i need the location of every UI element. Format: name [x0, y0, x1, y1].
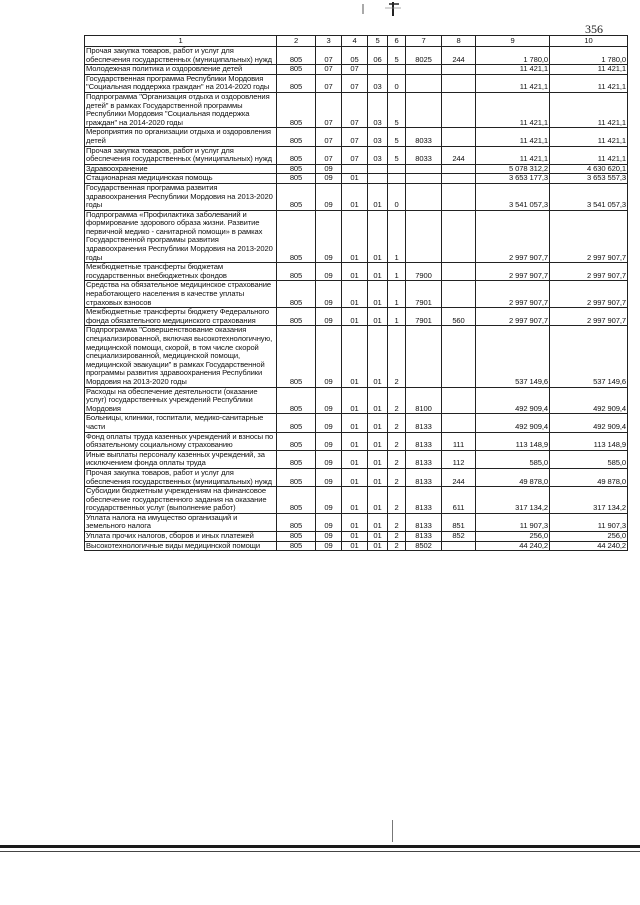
program-code: 01: [368, 487, 388, 514]
subprogram-code: 2: [388, 532, 406, 542]
subprogram-code: [388, 174, 406, 184]
expense-type-code: 111: [442, 432, 476, 450]
target-code: 8502: [406, 541, 442, 551]
subprogram-code: 1: [388, 210, 406, 263]
subsection-code: 01: [342, 174, 368, 184]
table-row: [85, 387, 628, 414]
program-code: 03: [368, 128, 388, 146]
amount-col-10: 44 240,2: [550, 541, 628, 551]
expense-type-code: [442, 541, 476, 551]
program-code: 01: [368, 308, 388, 326]
target-code: 8133: [406, 414, 442, 432]
target-code: [406, 326, 442, 387]
expense-type-code: 244: [442, 146, 476, 164]
subprogram-code: 1: [388, 308, 406, 326]
target-code: 7901: [406, 281, 442, 308]
section-code: 09: [316, 468, 342, 486]
item-name: Межбюджетные трансферты бюджету Федерального фонда обязательного медицинского страхования: [85, 308, 277, 326]
amount-col-9: 2 997 907,7: [476, 281, 550, 308]
subprogram-code: 5: [388, 146, 406, 164]
table-row: [85, 513, 628, 531]
header-cell: 5: [368, 36, 388, 47]
program-code: 01: [368, 450, 388, 468]
expense-type-code: [442, 128, 476, 146]
item-name: Расходы на обеспечение деятельности (оказание услуг) государственных учреждений Республики Мордовия: [85, 387, 277, 414]
table-body: [85, 47, 628, 551]
target-code: 8133: [406, 432, 442, 450]
section-code: 09: [316, 210, 342, 263]
section-code: 09: [316, 174, 342, 184]
subprogram-code: 5: [388, 92, 406, 127]
header-cell: 4: [342, 36, 368, 47]
header-cell: 2: [277, 36, 316, 47]
amount-col-10: 11 421,1: [550, 92, 628, 127]
section-code: 07: [316, 92, 342, 127]
subsection-code: 01: [342, 468, 368, 486]
target-code: 8033: [406, 128, 442, 146]
table-row: [85, 281, 628, 308]
ministry-code: 805: [277, 414, 316, 432]
item-name: Субсидии бюджетным учреждениям на финансовое обеспечение государственного задания на оказание государственных услуг (выполнение работ): [85, 487, 277, 514]
subsection-code: 07: [342, 74, 368, 92]
target-code: [406, 183, 442, 210]
subsection-code: 01: [342, 210, 368, 263]
subsection-code: 01: [342, 532, 368, 542]
section-code: 09: [316, 450, 342, 468]
ministry-code: 805: [277, 432, 316, 450]
subprogram-code: [388, 164, 406, 174]
header-cell: 8: [442, 36, 476, 47]
expense-type-code: [442, 65, 476, 75]
ministry-code: 805: [277, 183, 316, 210]
subsection-code: 01: [342, 513, 368, 531]
ministry-code: 805: [277, 174, 316, 184]
ministry-code: 805: [277, 74, 316, 92]
amount-col-10: 537 149,6: [550, 326, 628, 387]
item-name: Стационарная медицинская помощь: [85, 174, 277, 184]
amount-col-9: 537 149,6: [476, 326, 550, 387]
table-row: [85, 326, 628, 387]
table-row: [85, 183, 628, 210]
table-header: [85, 36, 628, 47]
subprogram-code: 2: [388, 487, 406, 514]
ministry-code: 805: [277, 541, 316, 551]
section-code: 09: [316, 487, 342, 514]
expense-type-code: [442, 281, 476, 308]
amount-col-10: 3 541 057,3: [550, 183, 628, 210]
item-name: Здравоохранение: [85, 164, 277, 174]
table-row: [85, 146, 628, 164]
table-row: [85, 128, 628, 146]
subsection-code: 01: [342, 183, 368, 210]
amount-col-9: 492 909,4: [476, 387, 550, 414]
ministry-code: 805: [277, 513, 316, 531]
table-row: [85, 47, 628, 65]
target-code: 8025: [406, 47, 442, 65]
target-code: [406, 65, 442, 75]
section-code: 09: [316, 541, 342, 551]
ministry-code: 805: [277, 128, 316, 146]
subprogram-code: 2: [388, 387, 406, 414]
subprogram-code: 2: [388, 450, 406, 468]
amount-col-9: 317 134,2: [476, 487, 550, 514]
ministry-code: 805: [277, 92, 316, 127]
subsection-code: [342, 164, 368, 174]
subprogram-code: 2: [388, 414, 406, 432]
subprogram-code: [388, 65, 406, 75]
target-code: 8133: [406, 513, 442, 531]
target-code: 8133: [406, 450, 442, 468]
ministry-code: 805: [277, 281, 316, 308]
scan-mark: [355, 2, 415, 16]
header-cell: 6: [388, 36, 406, 47]
expense-type-code: [442, 210, 476, 263]
ministry-code: 805: [277, 65, 316, 75]
item-name: Подпрограмма «Профилактика заболеваний и формирование здорового образа жизни. Развитие первичной медико - санитарной помощи» в рамках Государственной программы развития здравоохранения Республики Мордовия на 2013-2020 годы: [85, 210, 277, 263]
amount-col-10: 2 997 907,7: [550, 210, 628, 263]
section-code: 09: [316, 432, 342, 450]
amount-col-9: 5 078 312,2: [476, 164, 550, 174]
subsection-code: 01: [342, 541, 368, 551]
item-name: Уплата налога на имущество организаций и земельного налога: [85, 513, 277, 531]
item-name: Молодежная политика и оздоровление детей: [85, 65, 277, 75]
header-cell: 3: [316, 36, 342, 47]
subsection-code: 01: [342, 450, 368, 468]
section-code: 07: [316, 146, 342, 164]
expense-type-code: [442, 92, 476, 127]
subprogram-code: 2: [388, 513, 406, 531]
program-code: 01: [368, 387, 388, 414]
ministry-code: 805: [277, 308, 316, 326]
table-row: [85, 468, 628, 486]
amount-col-10: 11 421,1: [550, 74, 628, 92]
subprogram-code: 2: [388, 432, 406, 450]
amount-col-9: 3 653 177,3: [476, 174, 550, 184]
page-number: 356: [585, 22, 603, 36]
section-code: 09: [316, 532, 342, 542]
subsection-code: 01: [342, 432, 368, 450]
item-name: Высокотехнологичные виды медицинской помощи: [85, 541, 277, 551]
section-code: 09: [316, 414, 342, 432]
item-name: Прочая закупка товаров, работ и услуг для обеспечения государственных (муниципальных) нужд: [85, 146, 277, 164]
budget-table: [84, 35, 628, 551]
table-row: [85, 92, 628, 127]
item-name: Иные выплаты персоналу казенных учреждений, за исключением фонда оплаты труда: [85, 450, 277, 468]
section-code: 09: [316, 387, 342, 414]
ministry-code: 805: [277, 532, 316, 542]
amount-col-10: 49 878,0: [550, 468, 628, 486]
subprogram-code: 1: [388, 263, 406, 281]
subprogram-code: 0: [388, 74, 406, 92]
target-code: [406, 164, 442, 174]
section-code: 09: [316, 164, 342, 174]
target-code: 8133: [406, 532, 442, 542]
subprogram-code: 2: [388, 326, 406, 387]
target-code: 8133: [406, 487, 442, 514]
subsection-code: 01: [342, 308, 368, 326]
program-code: 03: [368, 92, 388, 127]
amount-col-10: 3 653 557,3: [550, 174, 628, 184]
subsection-code: 07: [342, 128, 368, 146]
amount-col-9: 44 240,2: [476, 541, 550, 551]
amount-col-9: 11 421,1: [476, 65, 550, 75]
subsection-code: 01: [342, 326, 368, 387]
item-name: Прочая закупка товаров, работ и услуг для обеспечения государственных (муниципальных) нужд: [85, 47, 277, 65]
amount-col-10: 317 134,2: [550, 487, 628, 514]
expense-type-code: 244: [442, 468, 476, 486]
amount-col-9: 11 907,3: [476, 513, 550, 531]
amount-col-10: 2 997 907,7: [550, 308, 628, 326]
bottom-border-thin: [0, 851, 640, 852]
subsection-code: 05: [342, 47, 368, 65]
header-row: [85, 36, 628, 47]
program-code: 03: [368, 74, 388, 92]
item-name: Больницы, клиники, госпитали, медико-санитарные части: [85, 414, 277, 432]
ministry-code: 805: [277, 47, 316, 65]
table-row: [85, 450, 628, 468]
amount-col-10: 492 909,4: [550, 414, 628, 432]
program-code: 06: [368, 47, 388, 65]
header-cell: 10: [550, 36, 628, 47]
subprogram-code: 0: [388, 183, 406, 210]
ministry-code: 805: [277, 263, 316, 281]
subsection-code: 01: [342, 387, 368, 414]
amount-col-9: 11 421,1: [476, 128, 550, 146]
amount-col-10: 11 421,1: [550, 146, 628, 164]
table-row: [85, 263, 628, 281]
amount-col-9: 2 997 907,7: [476, 263, 550, 281]
table-row: [85, 74, 628, 92]
subsection-code: 01: [342, 414, 368, 432]
ministry-code: 805: [277, 468, 316, 486]
subprogram-code: 2: [388, 541, 406, 551]
header-cell: 7: [406, 36, 442, 47]
expense-type-code: [442, 414, 476, 432]
item-name: Государственная программа Республики Мордовия "Социальная поддержка граждан" на 2014-2020 годы: [85, 74, 277, 92]
program-code: [368, 164, 388, 174]
amount-col-9: 11 421,1: [476, 74, 550, 92]
program-code: 01: [368, 210, 388, 263]
table-row: [85, 308, 628, 326]
subsection-code: 07: [342, 65, 368, 75]
program-code: 01: [368, 432, 388, 450]
program-code: [368, 65, 388, 75]
amount-col-10: 1 780,0: [550, 47, 628, 65]
table-row: [85, 210, 628, 263]
amount-col-9: 3 541 057,3: [476, 183, 550, 210]
ministry-code: 805: [277, 164, 316, 174]
table-row: [85, 174, 628, 184]
amount-col-9: 2 997 907,7: [476, 210, 550, 263]
subsection-code: 01: [342, 281, 368, 308]
amount-col-10: 11 907,3: [550, 513, 628, 531]
subsection-code: 01: [342, 263, 368, 281]
amount-col-10: 4 630 620,1: [550, 164, 628, 174]
amount-col-9: 585,0: [476, 450, 550, 468]
amount-col-9: 11 421,1: [476, 92, 550, 127]
scan-mark-bottom: [392, 820, 393, 842]
target-code: 7901: [406, 308, 442, 326]
amount-col-9: 492 909,4: [476, 414, 550, 432]
subsection-code: 07: [342, 146, 368, 164]
item-name: Подпрограмма "Совершенствование оказания специализированной, включая высокотехнологичную, медицинской помощи, скорой, в том числе скорой специализированной, медицинской помощи, медицинской эвакуации" в рамках Государственной программы развития здравоохранения Республики Мордовия на 2013-2020 годы: [85, 326, 277, 387]
section-code: 07: [316, 128, 342, 146]
target-code: 8100: [406, 387, 442, 414]
amount-col-9: 11 421,1: [476, 146, 550, 164]
amount-col-10: 113 148,9: [550, 432, 628, 450]
expense-type-code: [442, 263, 476, 281]
expense-type-code: [442, 183, 476, 210]
expense-type-code: 112: [442, 450, 476, 468]
item-name: Государственная программа развития здравоохранения Республики Мордовия на 2013-2020 годы: [85, 183, 277, 210]
expense-type-code: [442, 164, 476, 174]
section-code: 07: [316, 74, 342, 92]
program-code: 01: [368, 532, 388, 542]
amount-col-10: 11 421,1: [550, 65, 628, 75]
expense-type-code: 611: [442, 487, 476, 514]
expense-type-code: 560: [442, 308, 476, 326]
item-name: Прочая закупка товаров, работ и услуг для обеспечения государственных (муниципальных) нужд: [85, 468, 277, 486]
section-code: 09: [316, 263, 342, 281]
program-code: 01: [368, 414, 388, 432]
expense-type-code: [442, 387, 476, 414]
amount-col-10: 2 997 907,7: [550, 281, 628, 308]
section-code: 09: [316, 326, 342, 387]
expense-type-code: [442, 174, 476, 184]
program-code: 01: [368, 263, 388, 281]
subsection-code: 01: [342, 487, 368, 514]
subprogram-code: 5: [388, 128, 406, 146]
program-code: 01: [368, 183, 388, 210]
ministry-code: 805: [277, 450, 316, 468]
table-row: [85, 65, 628, 75]
table-row: [85, 164, 628, 174]
target-code: [406, 74, 442, 92]
bottom-border: [0, 845, 640, 848]
amount-col-10: 11 421,1: [550, 128, 628, 146]
target-code: [406, 210, 442, 263]
table-row: [85, 432, 628, 450]
target-code: [406, 92, 442, 127]
table-row: [85, 487, 628, 514]
budget-table-container: [84, 35, 627, 551]
amount-col-10: 256,0: [550, 532, 628, 542]
amount-col-9: 113 148,9: [476, 432, 550, 450]
item-name: Мероприятия по организации отдыха и оздоровления детей: [85, 128, 277, 146]
header-cell: 9: [476, 36, 550, 47]
section-code: 09: [316, 281, 342, 308]
section-code: 07: [316, 65, 342, 75]
section-code: 07: [316, 47, 342, 65]
program-code: 01: [368, 513, 388, 531]
amount-col-10: 492 909,4: [550, 387, 628, 414]
amount-col-10: 585,0: [550, 450, 628, 468]
program-code: [368, 174, 388, 184]
expense-type-code: [442, 74, 476, 92]
ministry-code: 805: [277, 387, 316, 414]
subprogram-code: 1: [388, 281, 406, 308]
table-row: [85, 414, 628, 432]
program-code: 01: [368, 468, 388, 486]
subprogram-code: 5: [388, 47, 406, 65]
amount-col-9: 1 780,0: [476, 47, 550, 65]
item-name: Подпрограмма "Организация отдыха и оздоровления детей" в рамках Государственной программы Республики Мордовия "Социальная поддержка граждан" на 2014-2020 годы: [85, 92, 277, 127]
expense-type-code: 851: [442, 513, 476, 531]
target-code: 7900: [406, 263, 442, 281]
item-name: Уплата прочих налогов, сборов и иных платежей: [85, 532, 277, 542]
item-name: Фонд оплаты труда казенных учреждений и взносы по обязательному социальному страхованию: [85, 432, 277, 450]
section-code: 09: [316, 183, 342, 210]
table-row: [85, 532, 628, 542]
program-code: 01: [368, 281, 388, 308]
table-row: [85, 541, 628, 551]
ministry-code: 805: [277, 487, 316, 514]
program-code: 01: [368, 541, 388, 551]
amount-col-9: 256,0: [476, 532, 550, 542]
target-code: 8033: [406, 146, 442, 164]
header-cell: 1: [85, 36, 277, 47]
expense-type-code: 852: [442, 532, 476, 542]
section-code: 09: [316, 513, 342, 531]
expense-type-code: [442, 326, 476, 387]
ministry-code: 805: [277, 146, 316, 164]
program-code: 01: [368, 326, 388, 387]
section-code: 09: [316, 308, 342, 326]
target-code: 8133: [406, 468, 442, 486]
subprogram-code: 2: [388, 468, 406, 486]
amount-col-9: 2 997 907,7: [476, 308, 550, 326]
subsection-code: 07: [342, 92, 368, 127]
item-name: Межбюджетные трансферты бюджетам государственных внебюджетных фондов: [85, 263, 277, 281]
item-name: Средства на обязательное медицинское страхование неработающего населения в качестве уплаты страховых взносов: [85, 281, 277, 308]
program-code: 03: [368, 146, 388, 164]
ministry-code: 805: [277, 326, 316, 387]
target-code: [406, 174, 442, 184]
amount-col-9: 49 878,0: [476, 468, 550, 486]
expense-type-code: 244: [442, 47, 476, 65]
amount-col-10: 2 997 907,7: [550, 263, 628, 281]
ministry-code: 805: [277, 210, 316, 263]
